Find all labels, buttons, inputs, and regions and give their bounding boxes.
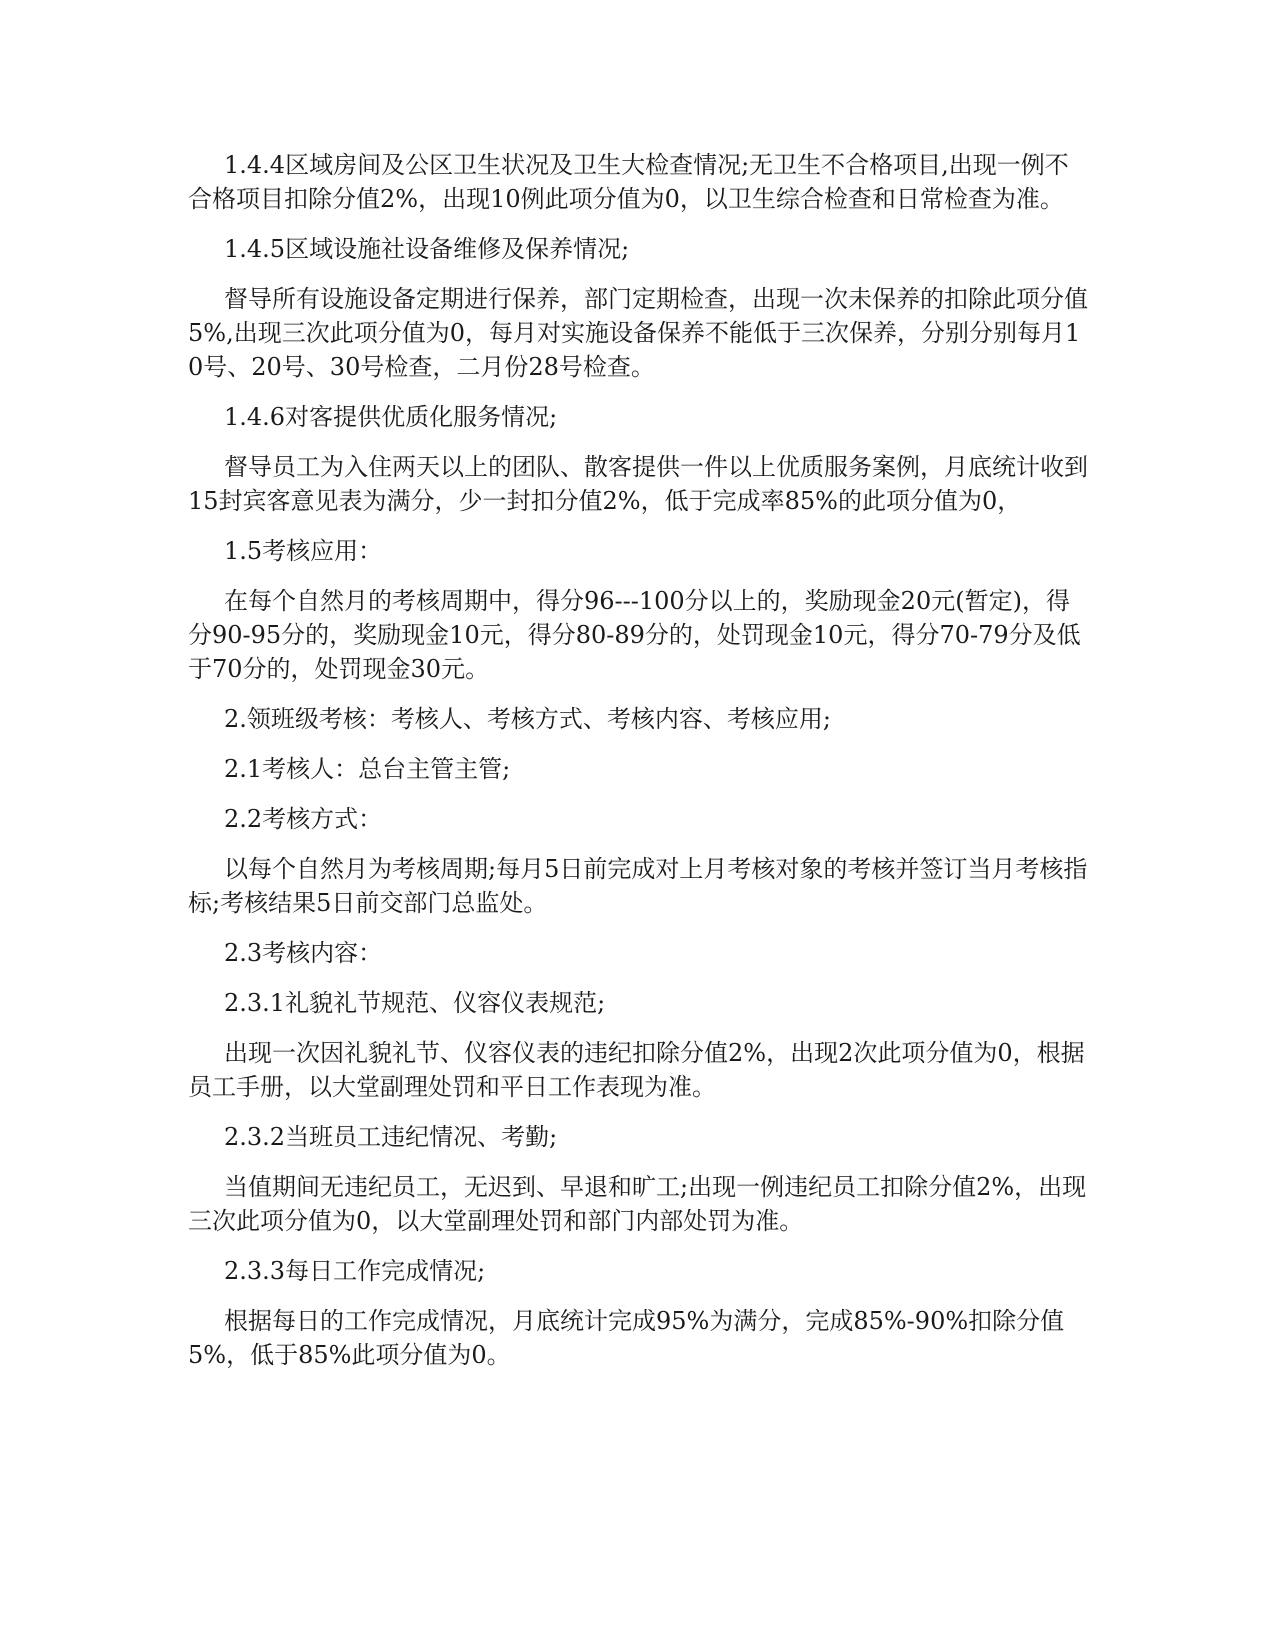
paragraph-1-4-6-heading: 1.4.6对客提供优质化服务情况; — [224, 403, 558, 431]
paragraph-2-3-2-heading: 2.3.2当班员工违纪情况、考勤; — [224, 1123, 558, 1151]
paragraph-2-3-1-heading: 2.3.1礼貌礼节规范、仪容仪表规范; — [224, 989, 606, 1017]
paragraph-2-2-heading: 2.2考核方式： — [224, 805, 383, 833]
document-body — [188, 148, 1088, 1388]
paragraph-2-2-body: 以每个自然月为考核周期;每月5日前完成对上月考核对象的考核并签订当月考核指标;考核结果5日前交部门总监处。 — [188, 855, 1088, 917]
paragraph-1-4-5-heading: 1.4.5区域设施社设备维修及保养情况; — [224, 235, 630, 263]
paragraph-1-4-5-body: 督导所有设施设备定期进行保养，部门定期检查，出现一次未保养的扣除此项分值5%,出现三次此项分值为0，每月对实施设备保养不能低于三次保养，分别分别每月10号、20号、30号检查，二月份28号检查。 — [188, 285, 1088, 381]
paragraph-2-1: 2.1考核人：总台主管主管; — [224, 755, 511, 783]
paragraph-1-4-4: 1.4.4区域房间及公区卫生状况及卫生大检查情况;无卫生不合格项目,出现一例不合格项目扣除分值2%，出现10例此项分值为0，以卫生综合检查和日常检查为准。 — [188, 151, 1069, 213]
paragraph-1-5-body: 在每个自然月的考核周期中，得分96---100分以上的，奖励现金20元(暂定)，得分90-95分的，奖励现金10元，得分80-89分的，处罚现金10元，得分70-79分及低于70分的，处罚现金30元。 — [188, 587, 1081, 683]
paragraph-2-3-3-heading: 2.3.3每日工作完成情况; — [224, 1257, 486, 1285]
paragraph-2-3-2-body: 当值期间无违纪员工，无迟到、早退和旷工;出现一例违纪员工扣除分值2%，出现三次此项分值为0，以大堂副理处罚和部门内部处罚为准。 — [188, 1173, 1087, 1235]
paragraph-2-3-heading: 2.3考核内容： — [224, 939, 383, 967]
paragraph-2-3-3-body: 根据每日的工作完成情况，月底统计完成95%为满分，完成85%-90%扣除分值5%，低于85%此项分值为0。 — [188, 1307, 1065, 1369]
paragraph-1-5-heading: 1.5考核应用： — [224, 537, 383, 565]
paragraph-1-4-6-body: 督导员工为入住两天以上的团队、散客提供一件以上优质服务案例，月底统计收到15封宾客意见表为满分，少一封扣分值2%，低于完成率85%的此项分值为0， — [188, 453, 1088, 515]
paragraph-2-heading: 2.领班级考核：考核人、考核方式、考核内容、考核应用; — [224, 705, 831, 733]
paragraph-2-3-1-body: 出现一次因礼貌礼节、仪容仪表的违纪扣除分值2%，出现2次此项分值为0，根据员工手册，以大堂副理处罚和平日工作表现为准。 — [188, 1039, 1085, 1101]
